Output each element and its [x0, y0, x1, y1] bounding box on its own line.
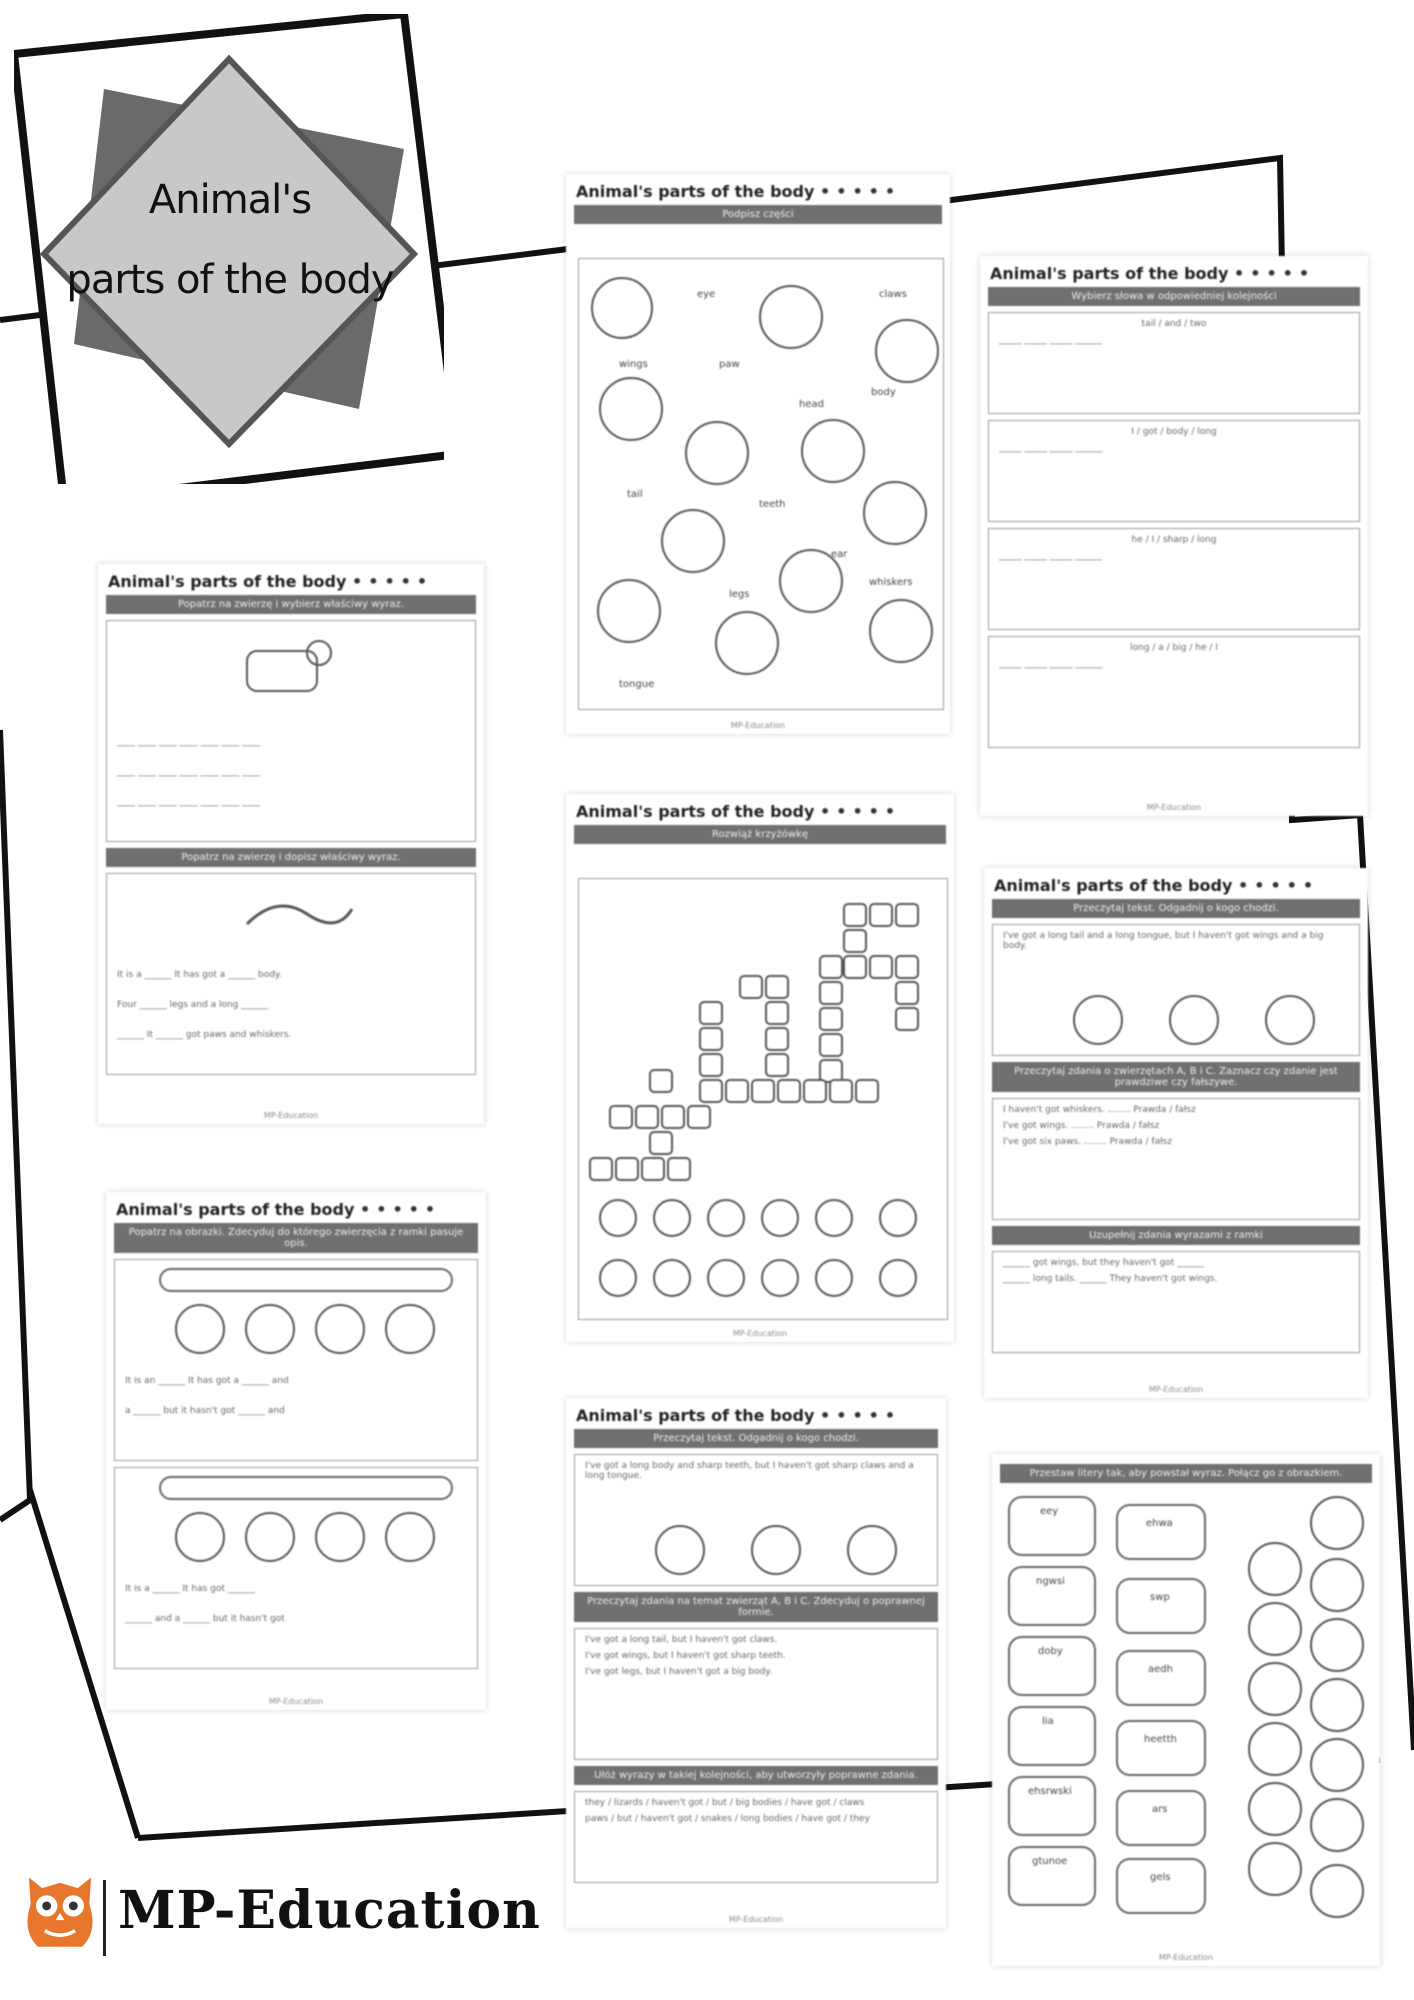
- bird-picture-icon: [875, 319, 939, 383]
- sheet-footer: MP-Education: [1158, 1953, 1214, 1962]
- tiger-icon: [237, 631, 337, 711]
- word-label: tail: [627, 489, 643, 500]
- anagram: eey: [1040, 1506, 1059, 1517]
- word-label: tongue: [619, 679, 655, 690]
- worksheet-choose-word: Animal's parts of the body ••••• Popatrz na zwierzę i wybierz właściwy wyraz. ____ ____ ____ ____ ____ ____ ____ ____ ____ ____ ____ ____ ____ ____ ____ ____ ____ ____ ____ ____ ____ Popatrz na zwierzę i dopisz właściwy wyraz. It is a ______ It has got a ______ body. Four ______ legs and a long ______ ______ It ______ got paws and whiskers. MP-Education: [98, 564, 484, 1124]
- ear-picture-icon: [863, 481, 927, 545]
- anagram: ehwa: [1146, 1518, 1173, 1529]
- sheet-footer: MP-Education: [730, 721, 786, 730]
- anagram: ngwsi: [1036, 1576, 1065, 1587]
- sheet-footer: MP-Education: [1148, 1385, 1204, 1394]
- wings-picture-icon: [599, 377, 663, 441]
- sheet-instruction-2: Popatrz na zwierzę i dopisz właściwy wyraz.: [106, 848, 476, 867]
- anagram: ehsrwski: [1028, 1786, 1072, 1797]
- word-label: wings: [619, 359, 648, 370]
- anagram: doby: [1038, 1646, 1063, 1657]
- claws-picture-icon: [759, 285, 823, 349]
- sheet-footer: MP-Education: [263, 1111, 319, 1120]
- anagram: heetth: [1144, 1734, 1177, 1745]
- title-line2: parts of the body: [66, 257, 394, 303]
- sheet-title: Animal's parts of the body: [576, 802, 815, 821]
- word-label: paw: [719, 359, 740, 370]
- title-line1: Animal's: [148, 177, 312, 223]
- worksheet-match-animals: Animal's parts of the body ••••• Popatrz na obrazki. Zdecyduj do którego zwierzęcia z ramki pasuje opis. It is an ______ It has got a ______ and a ______ but it hasn't got ______ and It is a ______ It has got ______ ______ and a ______ but it hasn't got MP-Education: [106, 1192, 486, 1710]
- word-label: legs: [729, 589, 750, 600]
- worksheet-label-parts: Animal's parts of the body ••••• Podpisz części eye claws wings paw head body tail teeth ear whiskers legs tongue MP-Education: [566, 174, 950, 734]
- word-label: eye: [697, 289, 716, 300]
- lizard-icon: [237, 884, 357, 944]
- word-label: whiskers: [869, 577, 913, 588]
- word-label: head: [799, 399, 824, 410]
- worksheet-anagrams: [992, 1454, 1380, 1966]
- owl-icon: [20, 1868, 100, 1958]
- sheet-instruction: Przeczytaj tekst. Odgadnij o kogo chodzi.: [992, 899, 1360, 918]
- sheet-instruction: Podpisz części: [574, 205, 942, 224]
- word-label: body: [871, 387, 896, 398]
- anagram: lia: [1042, 1716, 1054, 1727]
- anagram: aedh: [1148, 1664, 1173, 1675]
- sheet-instruction: Popatrz na obrazki. Zdecyduj do którego zwierzęcia z ramki pasuje opis.: [114, 1223, 478, 1253]
- word-label: claws: [879, 289, 907, 300]
- head-picture-icon: [869, 599, 933, 663]
- sheet-footer: MP-Education: [268, 1697, 324, 1706]
- sheet-title: Animal's parts of the body: [576, 1406, 815, 1425]
- sheet-footer: MP-Education: [1146, 803, 1202, 812]
- tongue-picture-icon: [715, 611, 779, 675]
- word-row: long / a / big / he / I: [1130, 643, 1218, 653]
- word-row: tail / and / two: [1141, 319, 1207, 329]
- sheet-footer: MP-Education: [728, 1915, 784, 1924]
- sheet-instruction: Rozwiąż krzyżówkę: [574, 825, 946, 844]
- anagram: gels: [1150, 1872, 1171, 1883]
- sheet-instruction: Przestaw litery tak, aby powstał wyraz. Połącz go z obrazkiem.: [1000, 1464, 1372, 1483]
- sheet-title: Animal's parts of the body: [994, 876, 1233, 895]
- word-row: I / got / body / long: [1131, 427, 1217, 437]
- paw-picture-icon: [661, 509, 725, 573]
- sheet-footer: MP-Education: [732, 1329, 788, 1338]
- sheet-title: Animal's parts of the body: [576, 182, 815, 201]
- sheet-title: Animal's parts of the body: [108, 572, 347, 591]
- anagram: swp: [1150, 1592, 1170, 1603]
- word-row: he / I / sharp / long: [1131, 535, 1217, 545]
- sheet-instruction: Przeczytaj tekst. Odgadnij o kogo chodzi.: [574, 1429, 938, 1448]
- anagram: ars: [1152, 1804, 1168, 1815]
- anagram: gtunoe: [1032, 1856, 1068, 1867]
- worksheet-read-text: Animal's parts of the body ••••• Przeczytaj tekst. Odgadnij o kogo chodzi. I've got a long tail and a long tongue, but I haven't got wings and a big body. Przeczytaj zdania o zwierzętach A, B i C. Zaznacz czy zdanie jest prawdziwe czy fałszywe. I haven't got whiskers. ........ Prawda / fałsz I've got wings. ........ Prawda / fałsz I've got six paws. ........ Prawda / fałsz Uzupełnij zdania wyrazami z ramki ______ got wings, but they haven't got ______ ______ long tails. ______ They haven't got wings. MP-Education: [984, 868, 1368, 1398]
- worksheet-word-order: Animal's parts of the body ••••• Wybierz słowa w odpowiedniej kolejności tail / and / two _____ _____ _____ ______ I / got / body / long _____ _____ _____ ______ he / I / sharp / long _____ _____ _____ ______ long / a / big / he / I _____ _____ _____ ______ MP-Education: [980, 256, 1368, 816]
- sheet-instruction-2: Przeczytaj zdania na temat zwierząt A, B i C. Zdecyduj o poprawnej formie.: [574, 1592, 938, 1622]
- brand-divider: [103, 1880, 106, 1956]
- sheet-instruction-3: Ułóż wyrazy w takiej kolejności, aby utworzyły poprawne zdania.: [574, 1766, 938, 1785]
- sheet-instruction: Wybierz słowa w odpowiedniej kolejności: [988, 287, 1360, 306]
- title-text: [20, 160, 440, 320]
- cat-picture-icon: [685, 421, 749, 485]
- word-label: teeth: [759, 499, 786, 510]
- sheet-title: Animal's parts of the body: [116, 1200, 355, 1219]
- sheet-instruction-2: Przeczytaj zdania o zwierzętach A, B i C. Zaznacz czy zdanie jest prawdziwe czy fałszywe.: [992, 1062, 1360, 1092]
- eye-picture-icon: [591, 277, 653, 339]
- worksheet-read-text-2: Animal's parts of the body ••••• Przeczytaj tekst. Odgadnij o kogo chodzi. I've got a long body and sharp teeth, but I haven't got sharp claws and a long tongue. Przeczytaj zdania na temat zwierząt A, B i C. Zdecyduj o poprawnej formie. I've got a long tail, but I haven't got claws. I've got wings, but I haven't got sharp teeth. I've got legs, but I haven't got a big body. Ułóż wyrazy w takiej kolejności, aby utworzyły poprawne zdania. they / lizards / haven't got / but / big bodies / have got / claws paws / but / haven't got / snakes / long bodies / have got / they MP-Education: [566, 1398, 946, 1928]
- sheet-title: Animal's parts of the body: [990, 264, 1229, 283]
- worksheet-crossword: Animal's parts of the body ••••• Rozwiąż krzyżówkę MP-Education: [566, 794, 954, 1342]
- crossword-grid: [578, 878, 948, 1320]
- legs-picture-icon: [801, 419, 865, 483]
- sheet-instruction-3: Uzupełnij zdania wyrazami z ramki: [992, 1226, 1360, 1245]
- word-label: ear: [831, 549, 848, 560]
- teeth-picture-icon: [597, 579, 661, 643]
- sheet-instruction: Popatrz na zwierzę i wybierz właściwy wyraz.: [106, 595, 476, 614]
- brand-name: MP-Education: [118, 1880, 541, 1941]
